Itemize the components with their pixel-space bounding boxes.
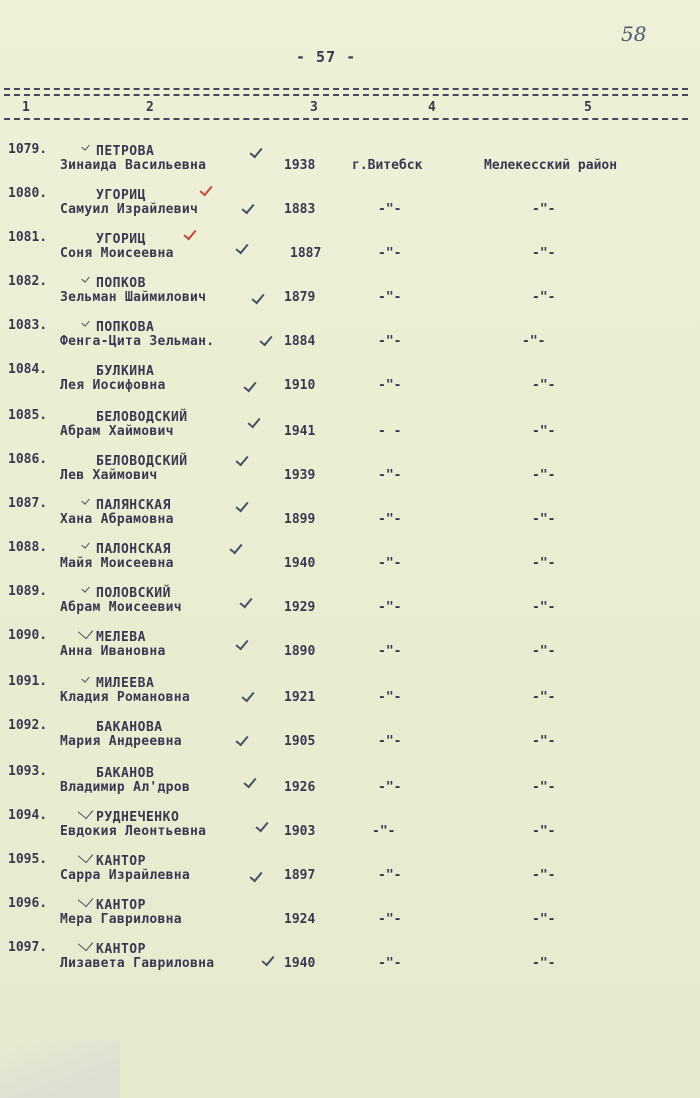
table-row <box>0 584 700 628</box>
record-number: 1092. <box>8 718 48 733</box>
birth-year: 1887 <box>290 246 322 261</box>
place: -"- <box>378 246 402 261</box>
header-rule-top-2 <box>4 94 688 96</box>
table-row <box>0 896 700 940</box>
column-number-5: 5 <box>584 100 592 115</box>
table-row <box>0 764 700 808</box>
given-name: Мария Андреевна <box>60 734 182 749</box>
check-mark-icon <box>229 541 242 555</box>
header-rule-bottom <box>4 118 688 120</box>
district: -"- <box>532 424 556 439</box>
birth-year: 1879 <box>284 290 316 305</box>
check-mark-icon <box>251 291 264 305</box>
record-number: 1094. <box>8 808 48 823</box>
surname: ПАЛЯНСКАЯ <box>96 498 171 513</box>
district: -"- <box>532 824 556 839</box>
given-name: Абрам Хаймович <box>60 424 174 439</box>
district: Мелекесский район <box>484 158 618 173</box>
place: -"- <box>378 468 402 483</box>
birth-year: 1939 <box>284 468 316 483</box>
place: г.Витебск <box>352 158 423 173</box>
table-row <box>0 408 700 452</box>
district: -"- <box>532 734 556 749</box>
record-number: 1082. <box>8 274 48 289</box>
check-mark-icon <box>81 674 89 683</box>
record-number: 1091. <box>8 674 48 689</box>
birth-year: 1883 <box>284 202 316 217</box>
check-mark-icon <box>249 145 262 159</box>
birth-year: 1940 <box>284 556 316 571</box>
check-mark-icon <box>81 318 89 327</box>
check-mark-icon <box>235 637 248 651</box>
place: -"- <box>378 378 402 393</box>
place: -"- <box>378 912 402 927</box>
check-mark-icon <box>249 869 262 883</box>
district: -"- <box>532 644 556 659</box>
district: -"- <box>532 290 556 305</box>
column-number-4: 4 <box>428 100 436 115</box>
surname: ПАЛОНСКАЯ <box>96 542 171 557</box>
check-mark-icon <box>81 584 89 593</box>
check-mark-icon <box>81 540 89 549</box>
given-name: Зинаида Васильевна <box>60 158 207 173</box>
surname: ПОЛОВСКИЙ <box>96 586 171 601</box>
check-mark-icon <box>235 453 248 467</box>
surname: БУЛКИНА <box>96 364 155 379</box>
place: -"- <box>378 780 402 795</box>
table-row <box>0 318 700 362</box>
place: -"- <box>378 290 402 305</box>
check-mark-icon <box>235 733 248 747</box>
table-row <box>0 274 700 318</box>
place: -"- <box>378 868 402 883</box>
surname: УГОРИЦ <box>96 188 146 203</box>
place: -"- <box>378 556 402 571</box>
district: -"- <box>532 600 556 615</box>
record-number: 1086. <box>8 452 48 467</box>
table-row <box>0 186 700 230</box>
given-name: Евдокия Леонтьевна <box>60 824 207 839</box>
record-number: 1095. <box>8 852 48 867</box>
table-row <box>0 142 700 186</box>
given-name: Анна Ивановна <box>60 644 166 659</box>
check-mark-icon <box>255 819 268 833</box>
surname: УГОРИЦ <box>96 232 146 247</box>
header-rule-top <box>4 88 688 90</box>
given-name: Сарра Израйлевна <box>60 868 191 883</box>
given-name: Майя Моисеевна <box>60 556 174 571</box>
table-row <box>0 496 700 540</box>
birth-year: 1938 <box>284 158 316 173</box>
given-name: Мера Гавриловна <box>60 912 182 927</box>
check-mark-icon <box>243 379 256 393</box>
surname: КАНТОР <box>96 898 146 913</box>
table-row <box>0 452 700 496</box>
given-name: Владимир Ал'дров <box>60 780 191 795</box>
table-row <box>0 230 700 274</box>
record-number: 1087. <box>8 496 48 511</box>
given-name: Кладия Романовна <box>60 690 191 705</box>
record-number: 1084. <box>8 362 48 377</box>
given-name: Самуил Израйлевич <box>60 202 199 217</box>
surname: КАНТОР <box>96 854 146 869</box>
table-row <box>0 628 700 672</box>
table-row <box>0 940 700 984</box>
district: -"- <box>532 468 556 483</box>
record-number: 1093. <box>8 764 48 779</box>
birth-year: 1897 <box>284 868 316 883</box>
table-row <box>0 362 700 406</box>
birth-year: 1929 <box>284 600 316 615</box>
check-mark-icon <box>81 274 89 283</box>
place: -"- <box>378 644 402 659</box>
column-number-1: 1 <box>22 100 30 115</box>
record-number: 1080. <box>8 186 48 201</box>
surname: БЕЛОВОДСКИЙ <box>96 454 188 469</box>
surname: РУДНЕЧЕНКО <box>96 810 180 825</box>
surname: БАКАНОВА <box>96 720 163 735</box>
district: -"- <box>532 690 556 705</box>
check-mark-icon <box>247 415 260 429</box>
district: -"- <box>532 246 556 261</box>
birth-year: 1903 <box>284 824 316 839</box>
birth-year: 1910 <box>284 378 316 393</box>
page-shadow <box>0 1040 120 1098</box>
district: -"- <box>532 512 556 527</box>
birth-year: 1924 <box>284 912 316 927</box>
surname: ПОПКОВ <box>96 276 146 291</box>
place: -"- <box>378 600 402 615</box>
surname: БЕЛОВОДСКИЙ <box>96 410 188 425</box>
place: - - <box>378 424 402 439</box>
place: -"- <box>372 824 396 839</box>
birth-year: 1899 <box>284 512 316 527</box>
given-name: Хана Абрамовна <box>60 512 174 527</box>
birth-year: 1905 <box>284 734 316 749</box>
check-mark-icon <box>235 499 248 513</box>
check-mark-icon <box>241 689 254 703</box>
place: -"- <box>378 202 402 217</box>
column-number-3: 3 <box>310 100 318 115</box>
table-row <box>0 674 700 718</box>
place: -"- <box>378 734 402 749</box>
district: -"- <box>532 378 556 393</box>
birth-year: 1940 <box>284 956 316 971</box>
check-mark-icon <box>259 333 272 347</box>
district: -"- <box>532 556 556 571</box>
record-number: 1089. <box>8 584 48 599</box>
record-number: 1081. <box>8 230 48 245</box>
page-number: - 57 - <box>296 48 357 66</box>
given-name: Абрам Моисеевич <box>60 600 182 615</box>
district: -"- <box>532 780 556 795</box>
place: -"- <box>378 956 402 971</box>
birth-year: 1921 <box>284 690 316 705</box>
record-number: 1096. <box>8 896 48 911</box>
given-name: Соня Моисеевна <box>60 246 174 261</box>
surname: КАНТОР <box>96 942 146 957</box>
record-number: 1079. <box>8 142 48 157</box>
check-mark-icon <box>81 496 89 505</box>
surname: БАКАНОВ <box>96 766 155 781</box>
birth-year: 1890 <box>284 644 316 659</box>
district: -"- <box>522 334 546 349</box>
surname: ПЕТРОВА <box>96 144 155 159</box>
given-name: Зельман Шаймилович <box>60 290 207 305</box>
check-mark-icon <box>261 953 274 967</box>
given-name: Лея Иосифовна <box>60 378 166 393</box>
check-mark-icon <box>239 595 252 609</box>
birth-year: 1941 <box>284 424 316 439</box>
column-number-2: 2 <box>146 100 154 115</box>
check-mark-icon <box>235 241 248 255</box>
place: -"- <box>378 690 402 705</box>
district: -"- <box>532 868 556 883</box>
birth-year: 1926 <box>284 780 316 795</box>
archive-number: 58 <box>621 22 647 46</box>
record-number: 1088. <box>8 540 48 555</box>
surname: ПОПКОВА <box>96 320 155 335</box>
district: -"- <box>532 202 556 217</box>
record-number: 1090. <box>8 628 48 643</box>
table-row <box>0 540 700 584</box>
given-name: Фенга-Цита Зельман. <box>60 334 215 349</box>
district: -"- <box>532 956 556 971</box>
table-row <box>0 852 700 896</box>
check-mark-icon <box>241 201 254 215</box>
record-number: 1097. <box>8 940 48 955</box>
table-row <box>0 718 700 762</box>
place: -"- <box>378 512 402 527</box>
birth-year: 1884 <box>284 334 316 349</box>
district: -"- <box>532 912 556 927</box>
given-name: Лизавета Гавриловна <box>60 956 215 971</box>
place: -"- <box>378 334 402 349</box>
given-name: Лев Хаймович <box>60 468 158 483</box>
record-number: 1083. <box>8 318 48 333</box>
check-mark-icon <box>81 142 89 151</box>
record-number: 1085. <box>8 408 48 423</box>
surname: МЕЛЕВА <box>96 630 146 645</box>
surname: МИЛЕЕВА <box>96 676 155 691</box>
table-row <box>0 808 700 852</box>
check-mark-icon <box>243 775 256 789</box>
